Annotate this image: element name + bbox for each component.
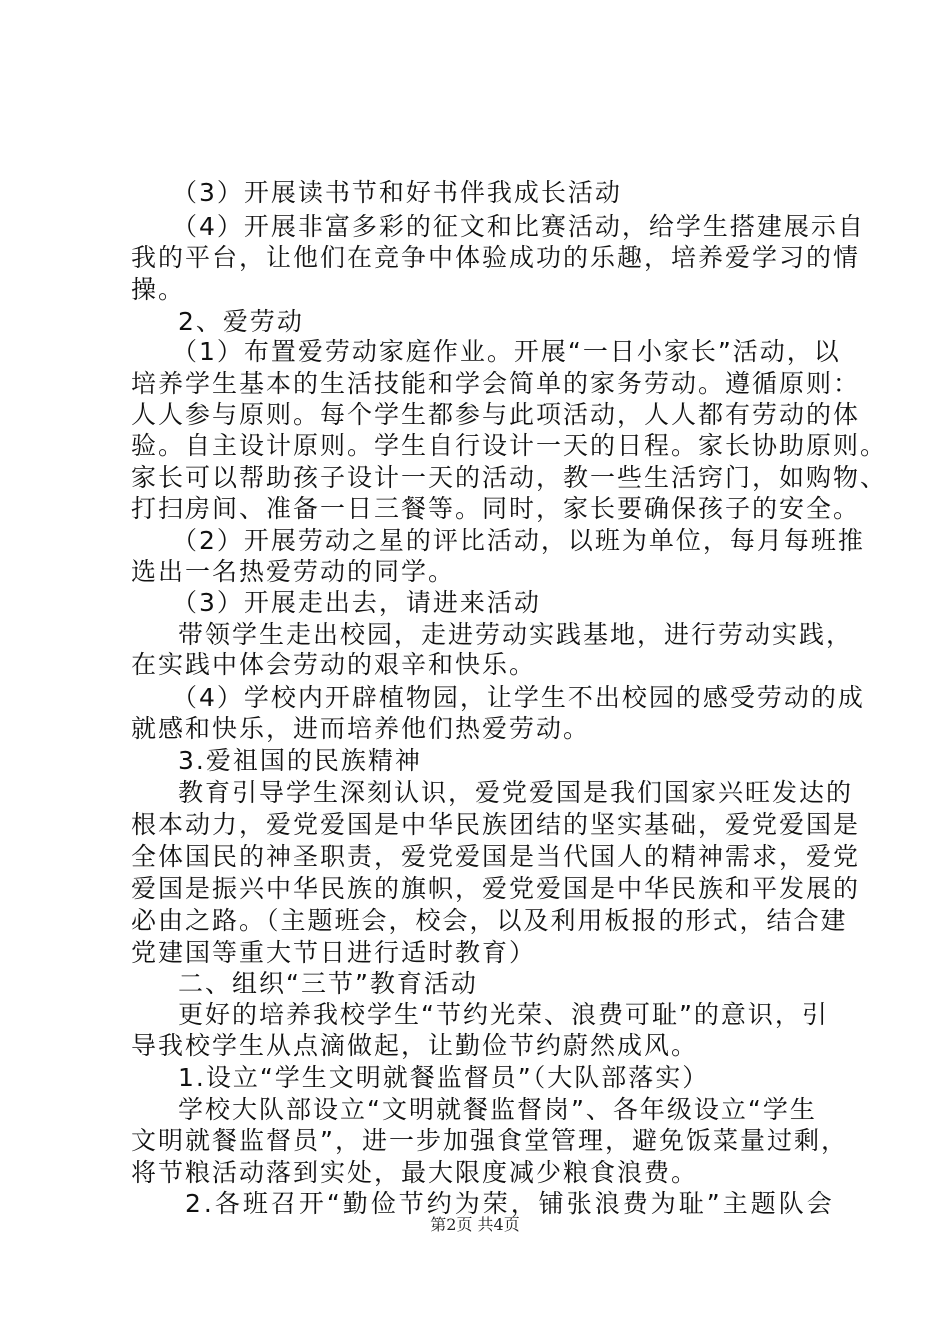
text-line: 验。自主设计原则。学生自行设计一天的日程。家长协助原则。 [131,431,888,460]
text-line: 将节粮活动落到实处，最大限度减少粮食浪费。 [131,1158,699,1187]
text-line: 导我校学生从点滴做起，让勤俭节约蔚然成风。 [131,1031,699,1060]
text-line: 学校大队部设立“文明就餐监督岗”、各年级设立“学生 [178,1095,817,1124]
text-line: 选出一名热爱劳动的同学。 [131,557,456,586]
text-line: 我的平台，让他们在竞争中体验成功的乐趣，培养爱学习的情 [131,243,861,272]
text-line: （2）开展劳动之星的评比活动，以班为单位，每月每班推 [172,526,865,555]
text-line: 在实践中体会劳动的艰辛和快乐。 [131,650,537,679]
text-line: 更好的培养我校学生“节约光荣、浪费可耻”的意识，引 [178,1000,829,1029]
text-line: 文明就餐监督员”，进一步加强食堂管理，避免饭菜量过剩， [131,1126,848,1155]
text-line: 就感和快乐，进而培养他们热爱劳动。 [131,714,591,743]
text-line: 必由之路。（主题班会，校会，以及利用板报的形式，结合建 [131,906,848,935]
text-line: 党建国等重大节日进行适时教育） [131,938,537,967]
text-line: 全体国民的神圣职责，爱党爱国是当代国人的精神需求，爱党 [131,842,861,871]
section-heading: 2.各班召开“勤俭节约为荣，铺张浪费为耻”主题队会 [185,1189,835,1218]
text-line: 打扫房间、准备一日三餐等。同时，家长要确保孩子的安全。 [131,494,861,523]
text-line: （4）开展非富多彩的征文和比赛活动，给学生搭建展示自 [172,212,865,241]
text-line: （3）开展走出去，请进来活动 [172,588,541,617]
text-line: 人人参与原则。每个学生都参与此项活动，人人都有劳动的体 [131,400,861,429]
section-heading: 二、组织“三节”教育活动 [178,969,478,998]
section-heading: 3.爱祖国的民族精神 [178,746,422,775]
text-line: （4）学校内开辟植物园，让学生不出校园的感受劳动的成 [172,683,865,712]
text-line: （3）开展读书节和好书伴我成长活动 [172,178,622,207]
text-line: 带领学生走出校园，走进劳动实践基地，进行劳动实践， [178,620,854,649]
text-line: 培养学生基本的生活技能和学会简单的家务劳动。遵循原则： [131,369,861,398]
text-line: 操。 [131,275,186,304]
text-line: 家长可以帮助孩子设计一天的活动，教一些生活窍门，如购物、 [131,463,888,492]
page-footer: 第2页 共4页 [430,1215,520,1234]
text-line: 根本动力，爱党爱国是中华民族团结的坚实基础，爱党爱国是 [131,810,861,839]
text-line: 教育引导学生深刻认识，爱党爱国是我们国家兴旺发达的 [178,778,854,807]
text-line: （1）布置爱劳动家庭作业。开展“一日小家长”活动，以 [172,337,841,366]
section-heading: 1.设立“学生文明就餐监督员”（大队部落实） [178,1063,710,1092]
text-line: 爱国是振兴中华民族的旗帜，爱党爱国是中华民族和平发展的 [131,874,861,903]
section-heading: 2、爱劳动 [178,307,304,336]
